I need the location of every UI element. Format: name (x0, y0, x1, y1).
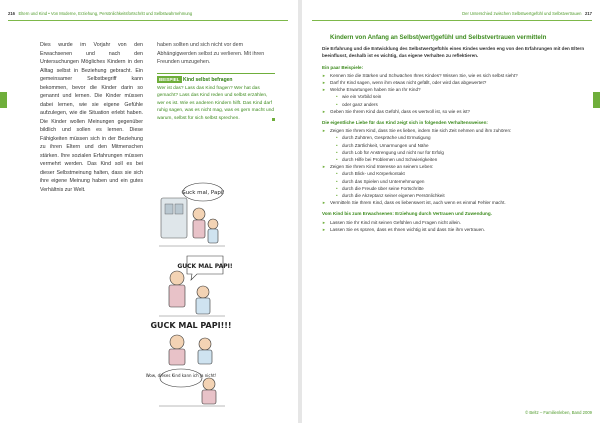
intro-paragraph: Die Erfahrung und die Entwicklung des Selbstwertgefühls eines Kindes werden eng von den Erfahrungen mit den Eltern beeinflusst, deshalb ist es wichtig, das eigene Verhalten zu reflektieren. (322, 46, 585, 59)
list-item: • durch Blick- und Körperkontakt (322, 170, 588, 177)
example-label: BEISPIEL (159, 76, 180, 82)
list-item: ► Lassen Sie Ihr Kind mit seinen Gefühlen und Fragen nicht allein. (322, 219, 588, 226)
speech-bubble-1: Guck mal, Papi! (181, 190, 225, 196)
running-head-right-text: Der Unterschied zwischen Selbstwertgefühl und Selbstvertrauen (462, 11, 582, 16)
list-item: • durch Zuhören, Gespräche und Ermutigung (322, 134, 588, 141)
subheading-3: Vom Kind bis zum Erwachsenen: Erziehung durch Vertrauen und Zuwendung. (322, 211, 492, 217)
column2-intro: haben sollten und sich nicht vor dem Abhängigwerden selbst zu verlieren. Mit ihren Freunden umzugehen. (157, 42, 265, 65)
speech-bubble-2: GUCK MAL PAPI! (177, 263, 233, 270)
speech-bubble-4: Wow, dieses Kind kann ich ja nicht! (145, 373, 217, 378)
page-number-left: 216 (8, 11, 15, 16)
list-item: • durch die Freude über seine Fortschritte (322, 185, 588, 192)
example-title: Kind selbst befragen (183, 76, 233, 83)
cartoon-panel-1 (157, 180, 227, 258)
question-list-2 (322, 127, 588, 206)
right-page (302, 0, 600, 423)
page-number-right: 217 (585, 11, 592, 16)
list-item: ► Darf Ihr Kind sagen, wenn ihm etwas nicht gefällt, oder wird das abgewertet? (322, 79, 588, 86)
list-item: • oder ganz anders (322, 101, 588, 108)
section-heading: Kindern von Anfang an Selbst(wert)gefühl und Selbstvertrauen vermitteln (330, 34, 547, 41)
list-item: ► Kennen Sie die Stärken und Schwächen Ihres Kindes? Wissen Sie, wie es sich selbst sieht? (322, 72, 588, 79)
list-item: • wie ein Vorbild sein (322, 93, 588, 100)
right-column-text (322, 34, 588, 233)
chapter-tab-right (593, 92, 600, 108)
header-rule-left (8, 20, 288, 21)
subheading-1: Ein paar Beispiele: (322, 64, 364, 70)
list-item: ► Vermitteln Sie Ihrem Kind, dass es liebenswert ist, auch wenn es einmal Fehler macht. (322, 199, 588, 206)
list-item: ► Lassen Sie es spüren, dass es Ihnen wichtig ist und dass Sie ihm vertrauen. (322, 226, 588, 233)
body-paragraph: Dies wurde im Vorjahr von den Erwachsenen und nach den Untersuchungen Mögliches Kindern in den Alltag selbst in Beziehung gebracht. Ein gemeinsamer Selbstbegriff kann bekommen, bevor die Kinder darin so genannt und lernen. Die Kinder müssen dabei lernen, wie sie eigene Gefühle aufzulegen, wie die Situation erlebt haben. Die Kinder wollen Meinungen gegenüber bildlich und sollen es lernen. Diese Fähigkeiten müssen sich in der Beziehung zu ihren Eltern und den Mitmenschen stärken. Ihre sozialen Erfahrungen müssen vermehrt werden. Das Kind soll es bei dieser Selbstmeinung halten, dass sie sich ihre eigene Meinung haben und ein gutes Verhältnis zur Welt. (40, 42, 143, 193)
list-item: ► Geben Sie Ihrem Kind das Gefühl, dass es wertvoll ist, so wie es ist? (322, 108, 588, 115)
example-text: Wer ist das? Lass das Kind fragen? Wer hat das gemacht? Lass das Kind reden und selbst erzählen, wer es ist. Wie es anderen Kindern hilft. Das Kind darf ruhig sagen, was es nicht mag, was es gern macht und warum, selbst für sich selbst sprechen. (157, 86, 275, 121)
left-column-2 (157, 41, 275, 122)
list-item: ► Zeigen Sie Ihrem Kind, dass Sie es lieben, indem Sie sich Zeit nehmen und ihm zuhören: (322, 127, 588, 134)
list-item: • durch das Spielen und Unternehmungen (322, 178, 588, 185)
running-head-left (8, 11, 192, 16)
cartoon-panel-2 (157, 252, 233, 322)
header-rule-right (312, 20, 592, 21)
left-column-text (40, 41, 143, 194)
list-item: ► Welche Erwartungen haben Sie an Ihr Kind? (322, 86, 588, 93)
list-item: • durch Zärtlichkeit, Umarmungen und Nähe (322, 142, 588, 149)
box-end-marker (272, 118, 275, 121)
list-item: • durch die Akzeptanz seiner eigenen Persönlichkeit (322, 192, 588, 199)
question-list-3 (322, 219, 588, 233)
chapter-tab-left (0, 92, 7, 108)
left-page (0, 0, 298, 423)
question-list-1 (322, 72, 588, 115)
subheading-2: Die eigentliche Liebe für das Kind zeigt sich in folgenden Verhaltensweisen: (322, 120, 488, 126)
copyright-notice: © Beltz – Familienleben, Band 2009 (525, 410, 592, 415)
cartoon-panel-3 (145, 318, 232, 410)
example-box (157, 73, 275, 123)
list-item: ► Zeigen Sie Ihrem Kind Interesse an seinem Leben: (322, 163, 588, 170)
running-head-left-text: Eltern und Kind • Von Moderne, Erziehung, Persönlichkeitsfortschritt und Selbstwahrnehmung (18, 11, 193, 16)
list-item: • durch Lob für Anstrengung und nicht nur für Erfolg (322, 149, 588, 156)
speech-bubble-3: GUCK MAL PAPI!!! (150, 321, 232, 330)
list-item: • durch Hilfe bei Problemen und Schwierigkeiten (322, 156, 588, 163)
running-head-right (462, 11, 592, 16)
